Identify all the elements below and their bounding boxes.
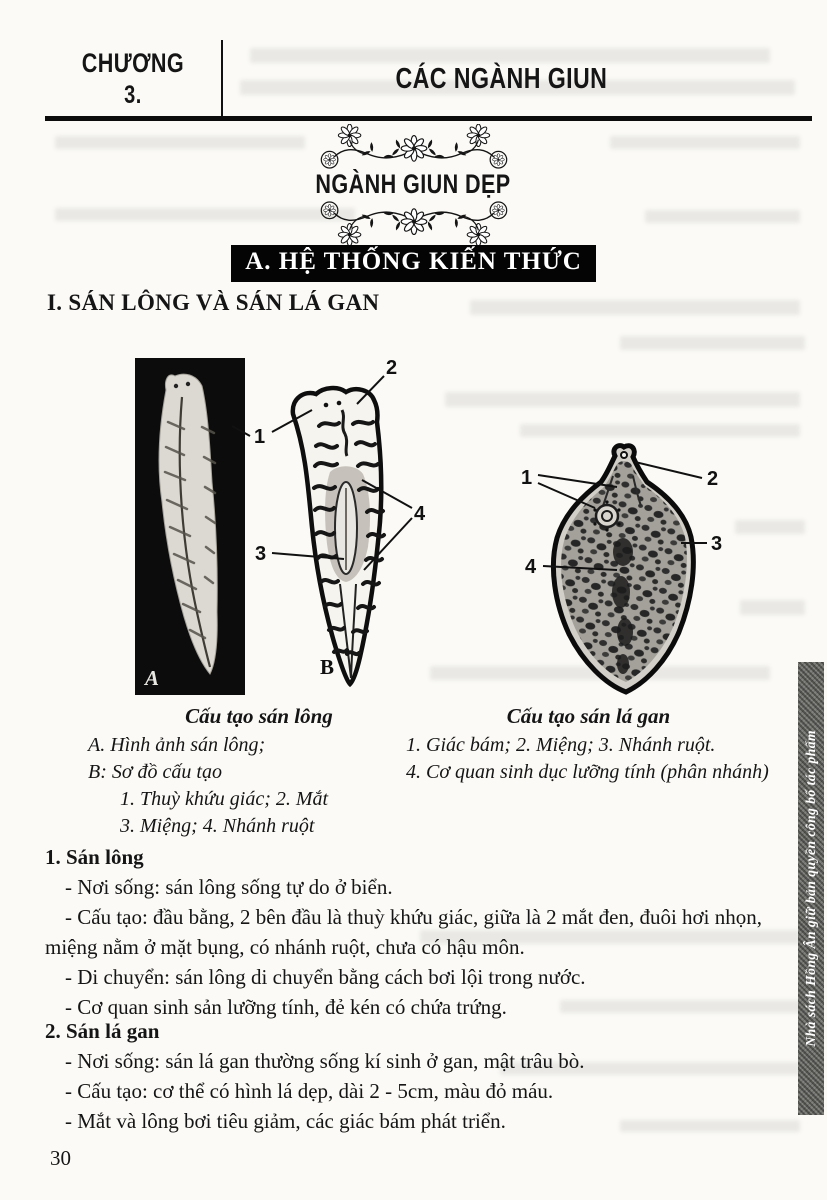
flatworm-photo	[135, 358, 245, 695]
knowledge-bar	[0, 245, 827, 282]
photo-label-a: A	[145, 666, 160, 690]
phylum-heading-text: NGÀNH GIUN DẸP	[315, 169, 512, 199]
chapter-box	[45, 40, 223, 118]
section-heading: 1. Sán lông	[45, 845, 144, 869]
callout-4: 4	[525, 556, 537, 578]
floral-divider-bottom	[0, 199, 827, 247]
floral-divider-icon	[309, 124, 519, 171]
page-number: 30	[50, 1146, 71, 1170]
oral-sucker	[621, 452, 627, 458]
caption-line: A. Hình ảnh sán lông;	[88, 734, 266, 756]
caption-liver-fluke	[406, 703, 771, 786]
callout-2: 2	[386, 357, 398, 379]
caption-title: Cấu tạo sán lông	[185, 704, 333, 728]
callout-2: 2	[707, 468, 719, 490]
chapter-label: CHƯƠNG	[81, 48, 185, 78]
callout-3: 3	[711, 533, 723, 555]
caption-flatworm	[88, 703, 430, 840]
bullet: - Nơi sống: sán lá gan thường sống kí sinh ở gan, mật trâu bò.	[65, 1049, 585, 1073]
watermark-text: Nhà sách Hồng Ân giữ bản quyền công bố tác phẩm	[803, 730, 818, 1047]
section-i-heading: I. SÁN LÔNG VÀ SÁN LÁ GAN	[47, 290, 380, 315]
liver-fluke-figure	[495, 442, 745, 704]
diagram-label-b: B	[320, 655, 335, 679]
caption-line: 3. Miệng; 4. Nhánh ruột	[120, 815, 315, 837]
knowledge-bar-text: A. HỆ THỐNG KIẾN THỨC	[231, 245, 596, 282]
flatworm-diagram	[293, 388, 384, 684]
floral-divider-top	[0, 124, 827, 172]
phylum-heading	[0, 169, 827, 200]
flatworm-figure	[120, 352, 440, 700]
section-san-long	[45, 842, 808, 1022]
callout-3: 3	[255, 543, 267, 565]
caption-line: 4. Cơ quan sinh dục lưỡng tính (phân nhánh)	[406, 761, 769, 783]
caption-line: 1. Thuỳ khứu giác; 2. Mắt	[120, 788, 329, 810]
ventral-sucker	[596, 505, 618, 527]
bullet: - Cấu tạo: đầu bằng, 2 bên đầu là thuỳ khứu giác, giữa là 2 mắt đen, đuôi hơi nhọn, miệng nằm ở mặt bụng, có nhánh ruột, chưa có hậu môn.	[45, 905, 762, 959]
floral-divider-icon	[309, 199, 519, 246]
callout-4: 4	[414, 503, 426, 525]
bullet: - Cơ quan sinh sản lưỡng tính, đẻ kén có chứa trứng.	[65, 995, 507, 1019]
bullet: - Di chuyển: sán lông di chuyển bằng cách bơi lội trong nước.	[65, 965, 586, 989]
chapter-number: 3.	[124, 81, 142, 109]
chapter-title-text: CÁC NGÀNH GIUN	[395, 62, 607, 95]
section-heading: 2. Sán lá gan	[45, 1019, 160, 1043]
section-san-la-gan	[45, 1016, 808, 1136]
chapter-title	[221, 40, 781, 118]
caption-line: B: Sơ đồ cấu tạo	[88, 761, 222, 783]
header-rule	[45, 116, 812, 121]
bullet: - Nơi sống: sán lông sống tự do ở biển.	[65, 875, 393, 899]
bullet: - Cấu tạo: cơ thể có hình lá dẹp, dài 2 - 5cm, màu đỏ máu.	[65, 1079, 554, 1103]
callout-1: 1	[521, 467, 533, 489]
liver-fluke-body	[553, 446, 693, 692]
publisher-watermark-strip	[798, 662, 824, 1115]
caption-line: 1. Giác bám; 2. Miệng; 3. Nhánh ruột.	[406, 734, 716, 756]
caption-title: Cấu tạo sán lá gan	[506, 704, 671, 728]
bullet: - Mắt và lông bơi tiêu giảm, các giác bám phát triển.	[65, 1109, 506, 1133]
callout-1: 1	[254, 426, 266, 448]
